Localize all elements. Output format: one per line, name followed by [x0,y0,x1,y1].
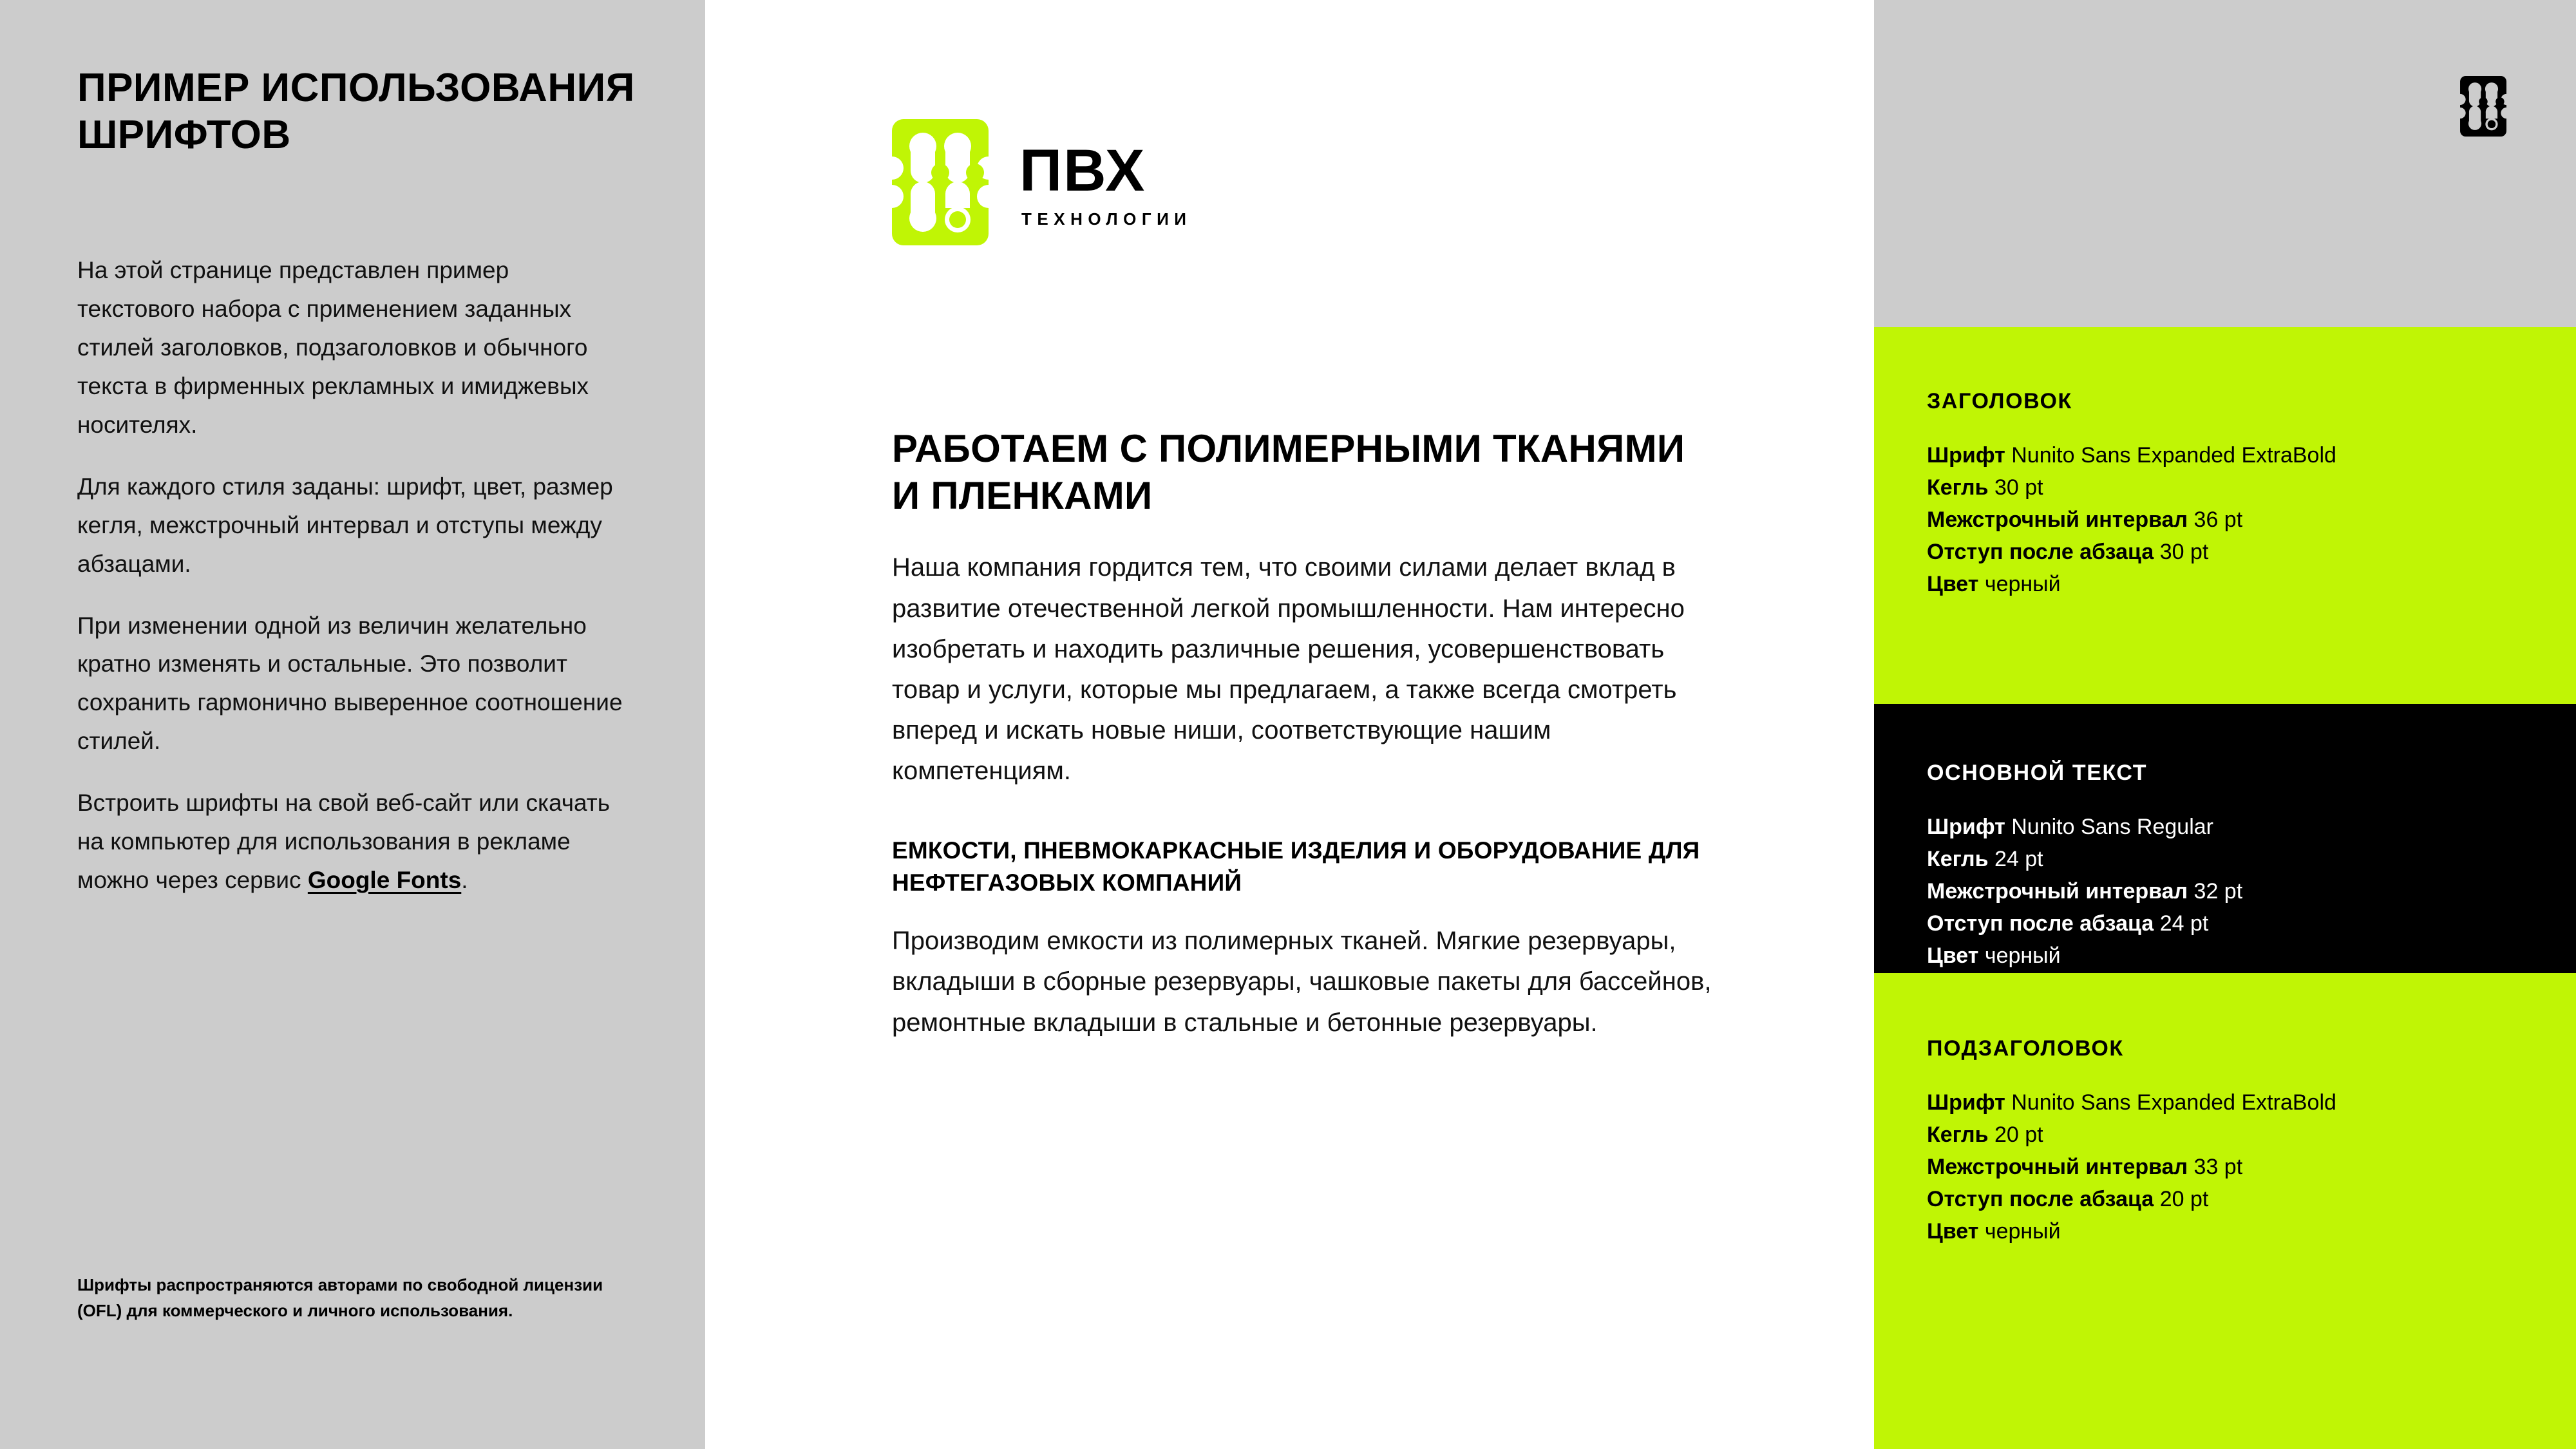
spec-value: 24 pt [2159,911,2209,936]
spec-card-subheading [1874,973,2576,1449]
spec-row-space-after [1927,536,2550,569]
spec-key: Кегль [1927,846,1989,871]
right-panel-header [1874,0,2576,327]
spec-row-size [1927,1119,2550,1151]
spec-row-color [1927,569,2550,601]
spec-row-size [1927,844,2550,876]
spec-key: Отступ после абзаца [1927,911,2154,936]
spec-row-font [1927,440,2550,472]
spec-card-title: ОСНОВНОЙ ТЕКСТ [1927,761,2148,785]
logo-wordmark [1019,137,1192,229]
spec-value: черный [1984,943,2061,968]
left-paragraph-2: Для каждого стиля заданы: шрифт, цвет, размер кегля, межстрочный интервал и отступы между абзацами. [77,473,613,577]
right-spec-panel [1874,0,2576,1449]
spec-row-leading [1927,876,2550,908]
brand-logo [892,119,1192,249]
body-paragraph-1: Наша компания гордится тем, что своими силами делает вклад в развитие отечественной легкой промышленности. Нам интересно изобретать и находить различные решения, усовершенствовать товар и услуги, которые мы предлагаем, а также всегда смотреть вперед и искать новые ниши, соответствующие нашим компетенциям. [892,553,1685,786]
spec-key: Отступ после абзаца [1927,539,2154,564]
spec-key: Отступ после абзаца [1927,1186,2154,1211]
logo-subtitle: ТЕХНОЛОГИИ [1021,209,1192,229]
spec-key: Шрифт [1927,1090,2005,1115]
spec-value: Nunito Sans Regular [2011,815,2213,839]
center-content-column [705,0,1874,1449]
spec-key: Межстрочный интервал [1927,507,2188,532]
spec-value: 32 pt [2193,878,2243,904]
pvh-dots-mark-black-icon [2460,76,2506,140]
spec-value: Nunito Sans Expanded ExtraBold [2011,1090,2336,1115]
spec-value: 33 pt [2193,1154,2243,1179]
spec-card-title: ЗАГОЛОВОК [1927,389,2072,413]
spec-card-rows [1927,1087,2550,1248]
spec-key: Шрифт [1927,443,2005,468]
spec-key: Кегль [1927,475,1989,500]
spec-key: Кегль [1927,1122,1989,1147]
spec-row-space-after [1927,908,2550,940]
left-panel-body [77,251,628,900]
google-fonts-suffix: . [461,867,468,894]
spec-value: 36 pt [2193,507,2243,532]
spec-key: Межстрочный интервал [1927,878,2188,904]
spec-value: 30 pt [1994,475,2043,500]
spec-key: Межстрочный интервал [1927,1154,2188,1179]
spec-value: Nunito Sans Expanded ExtraBold [2011,443,2336,468]
license-footnote: Шрифты распространяются авторами по свободной лицензии (OFL) для коммерческого и личного использования. [77,1275,603,1321]
spec-row-font [1927,811,2550,844]
spec-key: Цвет [1927,571,1979,596]
center-text-block [892,425,1719,1043]
spec-row-font [1927,1087,2550,1119]
spec-card-heading [1874,327,2576,704]
spec-value: 20 pt [2159,1186,2209,1211]
spec-row-size [1927,472,2550,504]
spec-row-leading [1927,1151,2550,1184]
left-paragraph-3: При изменении одной из величин желательно кратно изменять и остальные. Это позволит сохранить гармонично выверенное соотношение стилей. [77,612,623,755]
spec-value: 24 pt [1994,846,2043,871]
body-paragraph-2: Производим емкости из полимерных тканей. Мягкие резервуары, вкладыши в сборные резервуары, чашковые пакеты для бассейнов, ремонтные вкладыши в стальные и бетонные резервуары. [892,927,1712,1037]
spec-value: черный [1984,1218,2061,1244]
spec-value: 20 pt [1994,1122,2043,1147]
main-heading: РАБОТАЕМ С ПОЛИМЕРНЫМИ ТКАНЯМИ И ПЛЕНКАМИ [892,427,1685,518]
spec-card-title: ПОДЗАГОЛОВОК [1927,1036,2124,1061]
google-fonts-link[interactable]: Google Fonts [307,867,462,894]
google-fonts-prefix: Встроить шрифты на свой веб-сайт или скачать на компьютер для использования в рекламе можно через сервис [77,790,611,894]
spec-value: 30 pt [2159,539,2209,564]
spec-card-rows [1927,440,2550,601]
spec-key: Цвет [1927,1218,1979,1244]
page-title: ПРИМЕР ИСПОЛЬЗОВАНИЯ ШРИФТОВ [77,66,635,158]
left-info-panel [0,0,705,1449]
pvh-dots-mark-icon [892,119,989,249]
spec-card-body-text [1874,704,2576,973]
spec-row-leading [1927,504,2550,536]
spec-row-color [1927,1216,2550,1248]
spec-row-color [1927,940,2550,972]
spec-row-space-after [1927,1184,2550,1216]
spec-key: Цвет [1927,943,1979,968]
spec-key: Шрифт [1927,815,2005,839]
spec-value: черный [1984,571,2061,596]
spec-card-rows [1927,811,2550,972]
left-paragraph-4 [77,784,628,900]
sub-heading: ЕМКОСТИ, ПНЕВМОКАРКАСНЫЕ ИЗДЕЛИЯ И ОБОРУДОВАНИЕ ДЛЯ НЕФТЕГАЗОВЫХ КОМПАНИЙ [892,837,1700,896]
logo-name: ПВХ [1019,137,1146,204]
left-paragraph-1: На этой странице представлен пример текстового набора с применением заданных стилей заголовков, подзаголовков и обычного текста в фирменных рекламных и имиджевых носителях. [77,257,589,438]
